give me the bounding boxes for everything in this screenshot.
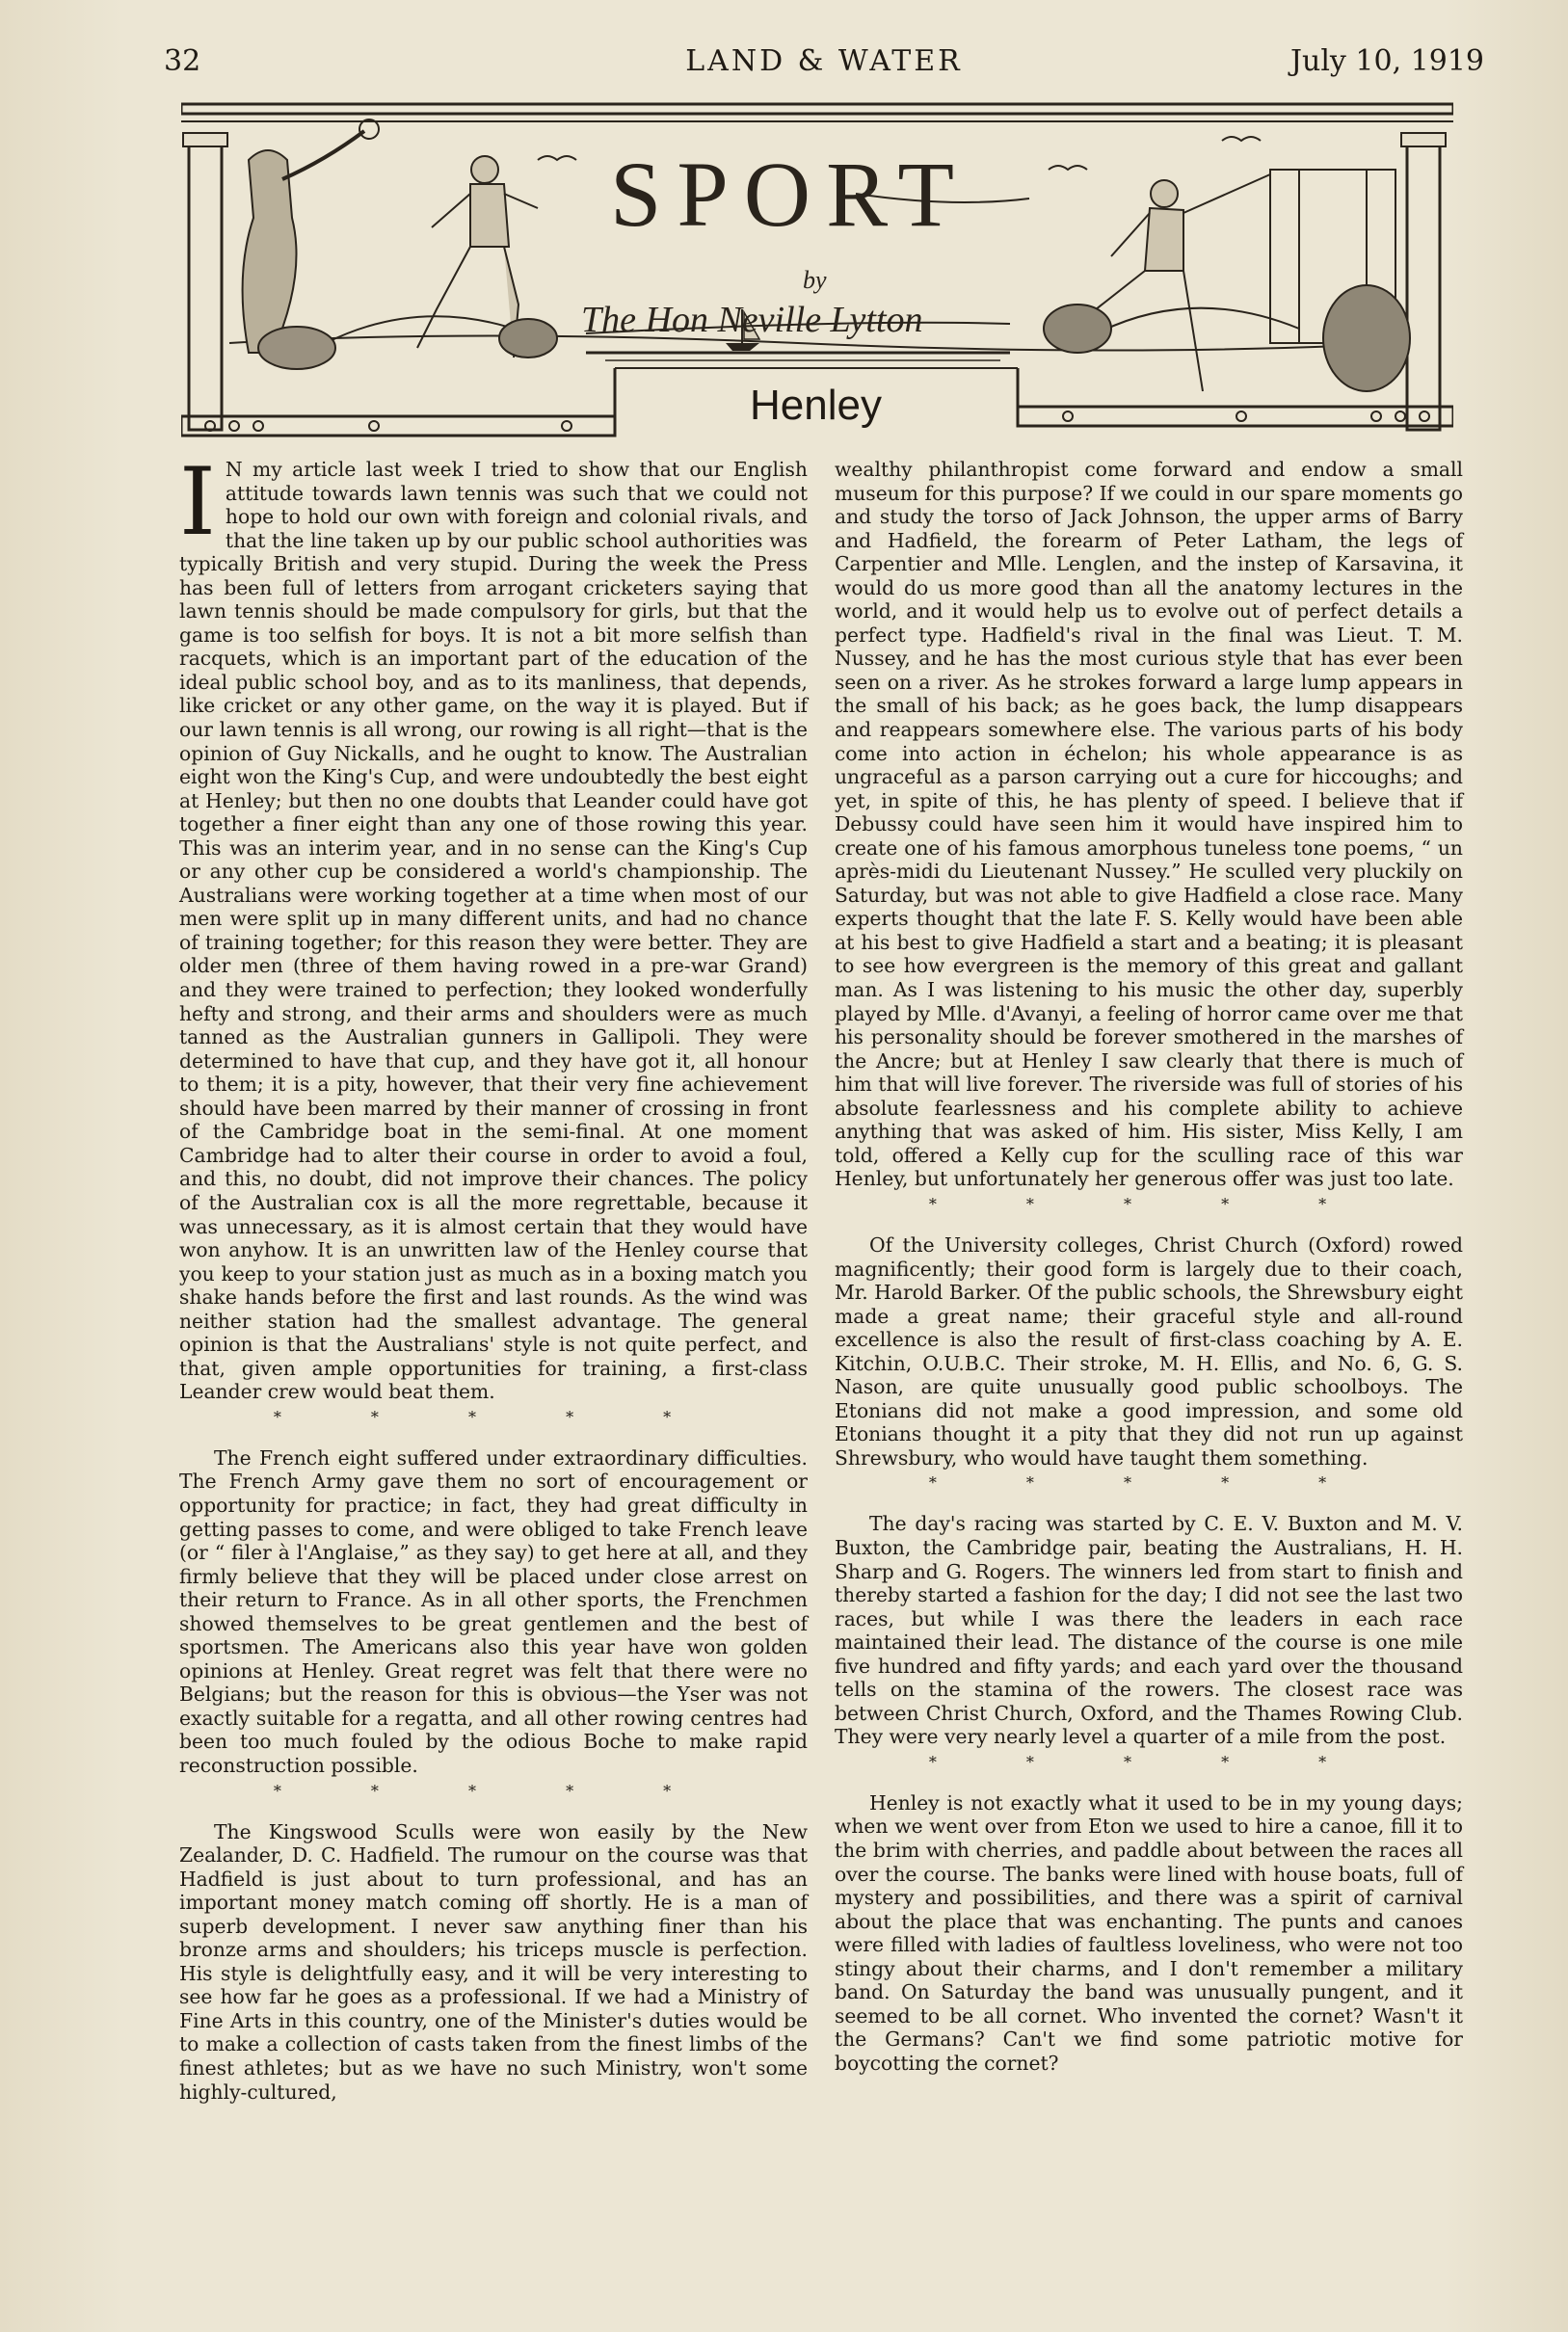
section-title: SPORT: [610, 143, 970, 246]
byline-prefix: by: [803, 266, 827, 294]
section-divider-stars: * * * * *: [928, 1752, 1369, 1771]
article-paragraph: Of the University colleges, Christ Church (Oxford) rowed magnificently; their good form is largely due to their coach, Mr. Harold Barker. Of the public schools, the Shrewsbury eight made a great name; their graceful style and all-round excellence is also the result of first-class coaching by A. E. Kitchin, O.U.B.C. Their stroke, M. H. Ellis, and No. 6, G. S. Nason, are quite unusually good public schoolboys. The Etonians did not make a good impression, and some old Etonians thought it a pity that they did not run up against Shrewsbury, who would have taught them something.: [835, 1232, 1463, 1470]
article-paragraph: wealthy philanthropist come forward and endow a small museum for this purpose? If we could in our spare moments go and study the torso of Jack Johnson, the upper arms of Barry and Hadfield, the forearm of Peter Latham, the legs of Carpentier and Mlle. Lenglen, and the instep of Karsavina, it would do us more good than all the anatomy lectures in the world, and it would help us to evolve out of perfect details a perfect type. Hadfield's rival in the final was Lieut. T. M. Nussey, and he has the most curious style that has ever been seen on a river. As he strokes forward a large lump appears in the small of his back; as he goes back, the lump disappears and reappears somewhere else. The various parts of his body come into action in échelon; his whole appearance is as ungraceful as a parson carrying out a cure for hiccoughs; and yet, in spite of this, he has plenty of speed. I believe that if Debussy could have seen him it would have inspired him to create one of his famous amorphous tuneless tone poems, “ un après-midi du Lieutenant Nussey.” He sculled very pluckily on Saturday, but was not able to give Hadfield a close race. Many experts thought that the late F. S. Kelly would have been able at his best to give Hadfield a start and a beating; it is pleasant to see how evergreen is the memory of this great and gallant man. As I was listening to his music the other day, superbly played by Mlle. d'Avanyi, a feeling of horror came over me that his personality should be forever smothered in the marshes of the Ancre; but at Henley I saw clearly that there is much of him that will live forever. The riverside was full of stories of his absolute fearlessness and his complete ability to achieve anything that was asked of him. His sister, Miss Kelly, I am told, offered a Kelly cup for the sculling race of this war Henley, but unfortunately her generous offer was just too late.: [835, 458, 1463, 1191]
section-divider-stars: * * * * *: [273, 1407, 714, 1426]
running-header: [164, 44, 1484, 93]
article-paragraph: Henley is not exactly what it used to be in my young days; when we went over from Eton we used to hire a canoe, fill it to the brim with cherries, and paddle about between the races all over the course. The banks were lined with house boats, full of mystery and possibilities, and there was a spirit of carnival about the place that was enchanting. The punts and canoes were filled with ladies of faultless loveliness, who were not too stingy about their charms, and I don't remember a military band. On Saturday the band was unusually pungent, and it seemed to be all cornet. Who invented the cornet? Wasn't it the Germans? Can't we find some patriotic motive for boycotting the cornet?: [835, 1790, 1463, 2075]
page-number: 32: [164, 44, 201, 78]
article-paragraph: The day's racing was started by C. E. V. Buxton and M. V. Buxton, the Cambridge pair, beating the Australians, H. H. Sharp and G. Rogers. The winners led from start to finish and thereby started a fashion for the day; I did not see the last two races, but while I was there the leaders in each race maintained their lead. The distance of the course is one mile five hundred and fifty yards; and each yard over the thousand tells on the stamina of the rowers. The closest race was between Christ Church, Oxford, and the Thames Rowing Club. They were very nearly level a quarter of a mile from the post.: [835, 1512, 1463, 1749]
article-paragraph: The Kingswood Sculls were won easily by the New Zealander, D. C. Hadfield. The rumour on the course was that Hadfield is just about to turn professional, and has an important money match coming off shortly. He is a man of superb development. I never saw anything finer than his bronze arms and shoulders; his triceps muscle is perfection. His style is delightfully easy, and it will be very interesting to see how far he goes as a professional. If we had a Ministry of Fine Arts in this country, one of the Minister's duties would be to make a collection of casts taken from the finest limbs of the finest athletes; but as we have no such Ministry, won't some highly-cultured,: [179, 1819, 808, 2104]
journal-title: LAND & WATER: [685, 44, 963, 78]
drop-cap: I: [179, 448, 216, 556]
section-divider-stars: * * * * *: [273, 1781, 714, 1800]
left-column: [179, 448, 808, 2104]
paragraph-text: N my article last week I tried to show that our English attitude towards lawn tennis was such that we could not hope to hold our own with foreign and colonial rivals, and that the line taken up by our public school authorities was typically British and very stupid. During the week the Press has been full of letters from arrogant cricketers saying that lawn tennis should be made compulsory for girls, but that the game is too selfish for boys. It is not a bit more selfish than racquets, which is an important part of the education of the ideal public school boy, and as to its manliness, that depends, like cricket or any other game, on the way it is played. But if our lawn tennis is all wrong, our rowing is all right—that is the opinion of Guy Nickalls, and he ought to know. The Australian eight won the King's Cup, and were undoubtedly the best eight at Henley; but then no one doubts that Leander could have got together a finer eight than any one of those rowing this year. This was an interim year, and in no sense can the King's Cup or any other cup be considered a world's championship. The Australians were working together at a time when most of our men were split up in many different units, and had no chance of training together; for this reason they were better. They are older men (three of them having rowed in a pre-war Grand) and they were trained to perfection; they looked wonderfully hefty and strong, and their arms and shoulders were as much tanned as the Australian gunners in Gallipoli. They were determined to have that cup, and they have got it, all honour to them; it is a pity, however, that their very fine achievement should have been marred by their manner of crossing in front of the Cambridge boat in the semi-final. At one moment Cambridge had to alter their course in order to avoid a foul, and this, no doubt, did not improve their chances. The policy of the Australian cox is all the more regrettable, because it was unnecessary, as it is almost certain that they would have won anyhow. It is an unwritten law of the Henley course that you keep to your station just as much as in a boxing match you shake hands before the first and last rounds. As the wind was neither station had the smallest advantage. The general opinion is that the Australians' style is not quite perfect, and that, given ample opportunities for training, a first-class Leander crew would beat them.: [179, 458, 808, 1404]
section-divider-stars: * * * * *: [928, 1473, 1369, 1493]
right-column: [835, 458, 1463, 2075]
article-title: Henley: [750, 382, 882, 429]
issue-date: July 10, 1919: [1289, 44, 1484, 78]
author-name: The Hon Neville Lytton: [581, 300, 923, 340]
article-paragraph: [179, 448, 808, 1404]
author-byline: [581, 266, 923, 341]
article-paragraph: The French eight suffered under extraordinary difficulties. The French Army gave them no sort of encouragement or opportunity for practice; in fact, they had great difficulty in getting passes to come, and were obliged to take French leave (or “ filer à l'Anglaise,” as they say) to get here at all, and they firmly believe that they will be placed under close arrest on their return to France. As in all other sports, the Frenchmen showed themselves to be great gentlemen and the best of sportsmen. The Americans also this year have won golden opinions at Henley. Great regret was felt that there were no Belgians; but the reason for this is obvious—the Yser was not exactly suitable for a regatta, and all other rowing centres had been too much fouled by the odious Boche to make rapid reconstruction possible.: [179, 1445, 808, 1777]
section-divider-stars: * * * * *: [928, 1194, 1369, 1213]
sport-banner: [181, 102, 1453, 441]
